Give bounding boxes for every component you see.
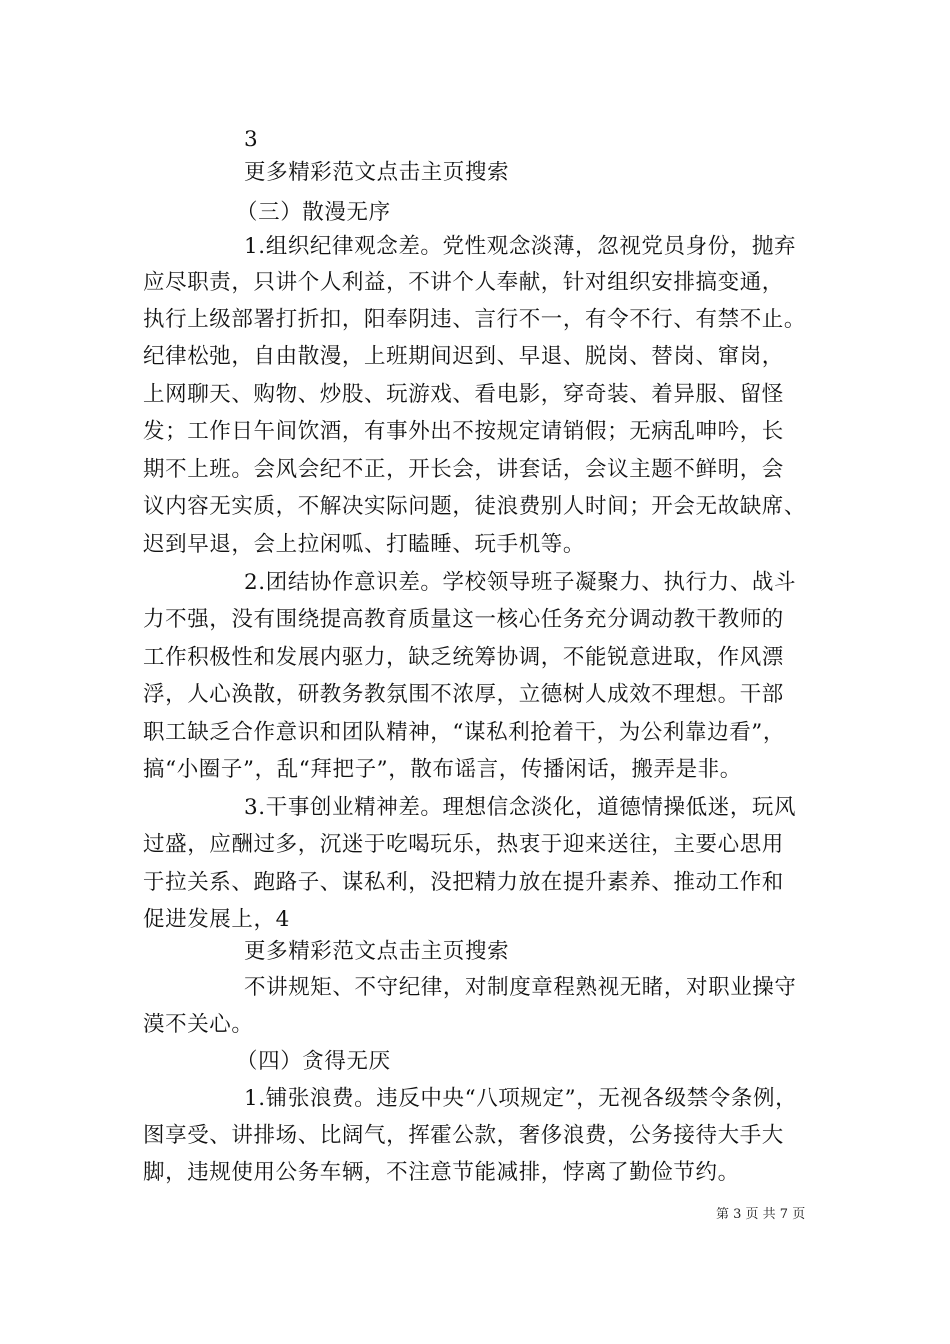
paragraph-line: 迟到早退，会上拉闲呱、打瞌睡、玩手机等。 [143,532,586,557]
paragraph-line: 3.干事创业精神差。理想信念淡化，道德情操低迷，玩风 [244,795,797,820]
paragraph-line: 1.组织纪律观念差。党性观念淡薄，忽视党员身份，抛弃 [244,234,797,259]
paragraph-line: 职工缺乏合作意识和团队精神，“谋私利抢着干，为公利靠边看”， [143,720,785,745]
paragraph-line: 发；工作日午间饮酒，有事外出不按规定请销假；无病乱呻吟，长 [143,419,784,444]
paragraph-line: 1.铺张浪费。违反中央“八项规定”，无视各级禁令条例， [244,1086,798,1111]
paragraph-line: 促进发展上，4 [143,907,290,932]
paragraph-line: 执行上级部署打折扣，阳奉阴违、言行不一，有令不行、有禁不止。 [143,307,807,332]
paragraph-line: 上网聊天、购物、炒股、玩游戏、看电影，穿奇装、着异服、留怪 [143,382,784,407]
paragraph-line: 期不上班。会风会纪不正，开长会，讲套话，会议主题不鲜明，会 [143,457,784,482]
page-number-marker: 3 [244,127,259,152]
paragraph-line: 应尽职责，只讲个人利益，不讲个人奉献，针对组织安排搞变通， [143,270,784,295]
page-footer: 第 3 页 共 7 页 [716,1207,806,1222]
promo-text: 更多精彩范文点击主页搜索 [244,939,510,964]
paragraph-line: 工作积极性和发展内驱力，缺乏统筹协调，不能锐意进取，作风漂 [143,645,784,670]
paragraph-line: 过盛，应酬过多，沉迷于吃喝玩乐，热衷于迎来送往，主要心思用 [143,832,784,857]
paragraph-line: 纪律松弛，自由散漫，上班期间迟到、早退、脱岗、替岗、窜岗， [143,344,784,369]
paragraph-line: 漠不关心。 [143,1012,254,1037]
paragraph-line: 浮，人心涣散，研教务教氛围不浓厚，立德树人成效不理想。干部 [143,682,784,707]
paragraph-line: 脚，违规使用公务车辆，不注意节能减排，悖离了勤俭节约。 [143,1160,740,1185]
paragraph-line: 图享受、讲排场、比阔气，挥霍公款，奢侈浪费，公务接待大手大 [143,1123,784,1148]
paragraph-line: 于拉关系、跑路子、谋私利，没把精力放在提升素养、推动工作和 [143,870,784,895]
section-heading: （三）散漫无序 [236,200,391,225]
paragraph-line: 搞“小圈子”，乱“拜把子”，散布谣言，传播闲话，搬弄是非。 [143,757,742,782]
promo-text: 更多精彩范文点击主页搜索 [244,160,510,185]
paragraph-line: 议内容无实质，不解决实际问题，徒浪费别人时间；开会无故缺席、 [143,494,807,519]
paragraph-line: 2.团结协作意识差。学校领导班子凝聚力、执行力、战斗 [244,570,797,595]
paragraph-line: 力不强，没有围绕提高教育质量这一核心任务充分调动教干教师的 [143,607,784,632]
section-heading: （四）贪得无厌 [236,1049,391,1074]
paragraph-line: 不讲规矩、不守纪律，对制度章程熟视无睹，对职业操守 [244,975,797,1000]
